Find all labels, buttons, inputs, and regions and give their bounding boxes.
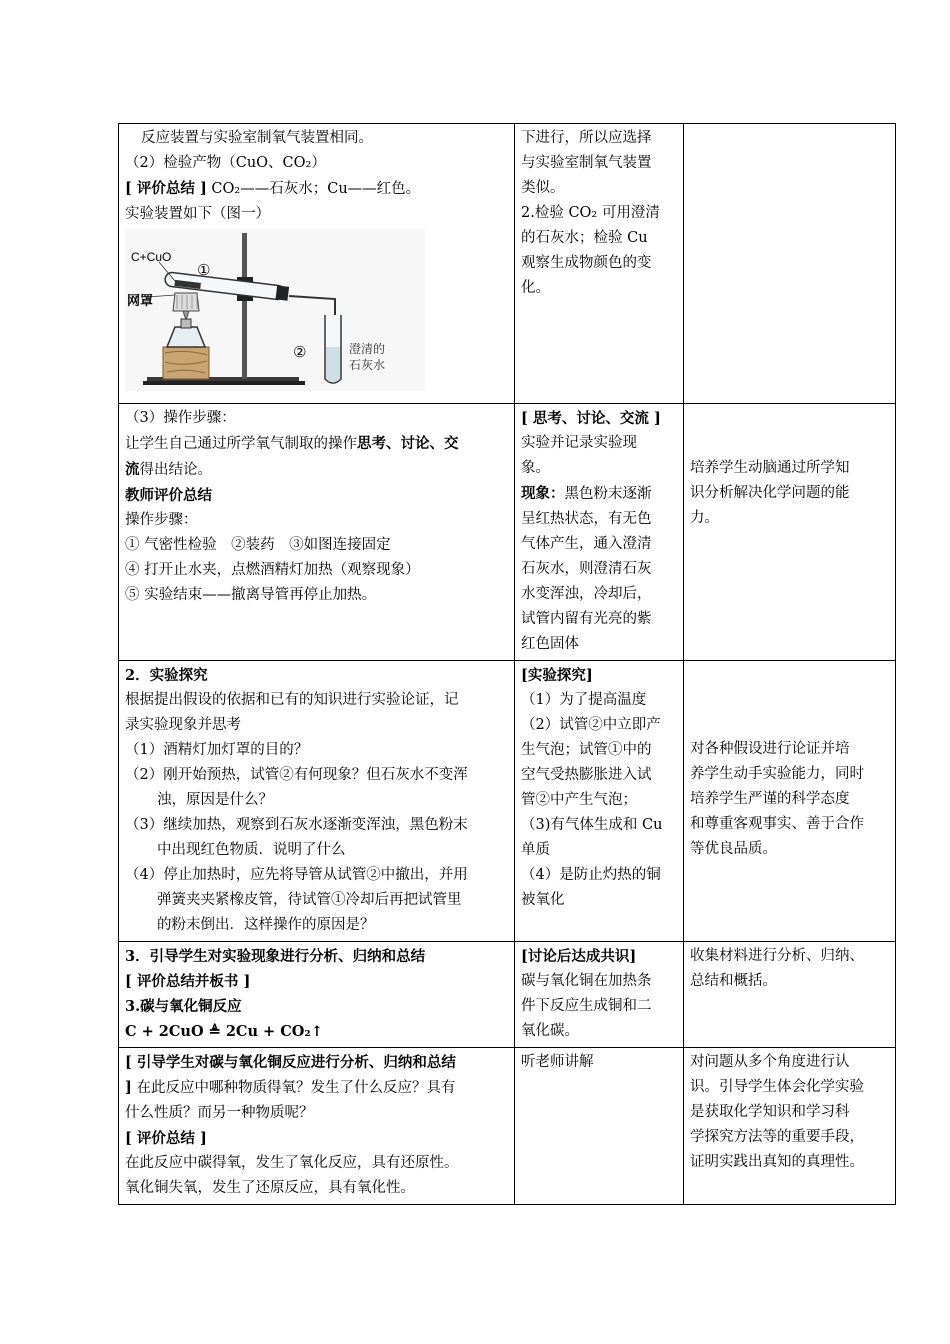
label-tube-1: ① [197,261,211,279]
text-line: （4）是防止灼热的铜 [521,867,661,883]
label-tube-2: ② [293,343,307,361]
table-row [119,124,896,404]
experiment-apparatus-diagram [125,229,425,391]
text-line [125,457,508,483]
teacher-activity-cell [119,942,515,1048]
lesson-plan-table [118,123,896,1205]
table-row [119,1048,896,1205]
text-line: 2.检验 CO₂ 可用澄清 [521,205,660,221]
text-line: 实验并记录实验现 [521,435,637,451]
text-line: 和尊重客观事实、善于合作 [690,816,864,832]
text-line: 根据提出假设的依据和已有的知识进行实验论证，记 [125,692,459,708]
section-heading: 2．实验探究 [125,667,208,684]
text-line [125,431,508,457]
stand-rod [242,233,247,379]
teacher-activity-cell [119,404,515,661]
teacher-activity-cell [119,124,515,404]
text-line: 被氧化 [521,892,565,908]
text-line: （1）酒精灯加灯罩的目的？ [125,742,309,758]
text-line: 识。引导学生体会化学实验 [690,1079,864,1095]
section-heading: [ 引导学生对碳与氧化铜反应进行分析、归纳和总结 [125,1054,456,1071]
text-line: （3）继续加热，观察到石灰水逐渐变浑浊，黑色粉末 [125,817,468,833]
teacher-activity-cell [119,661,515,942]
evaluation-tag: [ 评价总结 ] [125,1130,207,1147]
label-c-cuo: C+CuO [131,250,172,264]
text-line: 空气受热膨胀进入试 [521,767,652,783]
teacher-activity-cell [119,1048,515,1205]
text-line: 养学生动手实验能力，同时 [690,766,864,782]
evaluation-tag: [ 评价总结 ] [125,180,207,197]
text-line: 学探究方法等的重要手段， [690,1129,864,1145]
design-intent-cell [684,1048,896,1205]
text-line [125,1075,508,1101]
text-line: 操作步骤： [125,512,198,528]
text-line: 化。 [521,280,550,296]
text-line: 的粉末倒出．这样操作的原因是？ [157,917,375,933]
text-line: 中出现红色物质．说明了什么 [157,842,346,858]
text-fragment-bold: 现象： [521,485,565,502]
text-line: 实验装置如下（图一） [125,206,270,222]
text-line: （4）停止加热时，应先将导管从试管②中撤出，并用 [125,867,468,883]
table-row [119,942,896,1048]
chemical-equation: C + 2CuO ≜ 2Cu + CO₂↑ [125,1023,323,1040]
text-line: 的石灰水；检验 Cu [521,230,648,246]
text-line: 证明实践出真知的真理性。 [690,1154,864,1170]
text-line: 对各种假设进行论证并培 [690,741,850,757]
text-line: 下进行，所以应选择 [521,130,652,146]
text-line [521,481,677,507]
text-line: ⑤ 实验结束——撤离导管再停止加热。 [125,587,377,603]
section-heading: [ 思考、讨论、交流 ] [521,410,661,427]
text-line: 浊，原因是什么？ [157,792,273,808]
text-line [125,176,508,202]
table-row [119,404,896,661]
section-heading: [ 评价总结并板书 ] [125,973,251,990]
text-line: （2）刚开始预热，试管②有何现象？但石灰水不变浑 [125,767,468,783]
text-line: 力。 [690,510,719,526]
label-net: 网罩 [127,294,154,309]
design-intent-cell [684,124,896,404]
text-line: （2）试管②中立即产 [521,717,661,733]
section-heading: [讨论后达成共识] [521,948,637,965]
text-fragment-bold: 思考、讨论、交 [357,435,459,452]
limewater [326,347,340,383]
label-limewater-1: 澄清的 [349,342,386,356]
text-line: 类似。 [521,180,565,196]
text-line: 收集材料进行分析、归纳、 [690,948,864,964]
text-fragment: 让学生自己通过所学氧气制取的操作 [125,436,357,452]
text-fragment: CO₂——石灰水；Cu——红色。 [206,181,421,197]
section-heading: 3．引导学生对实验现象进行分析、归纳和总结 [125,948,426,965]
text-line: 呈红热状态，有无色 [521,511,652,527]
text-line: 红色固体 [521,636,579,652]
text-line: 试管内留有光亮的紫 [521,611,652,627]
text-line: ① 气密性检验 ②装药 ③如图连接固定 [125,537,391,553]
text-line: 氧化碳。 [521,1023,579,1039]
text-fragment: 黑色粉末逐渐 [564,486,652,502]
section-heading: 教师评价总结 [125,487,212,504]
text-line: ④ 打开止水夹，点燃酒精灯加热（观察现象） [125,562,420,578]
text-line: 石灰水，则澄清石灰 [521,561,652,577]
text-line: 听老师讲解 [521,1054,594,1070]
text-line: 观察生成物颜色的变 [521,255,652,271]
text-line: 在此反应中碳得氧，发生了氧化反应，具有还原性。 [125,1155,459,1171]
text-line: 总结和概括。 [690,973,777,989]
student-activity-cell [515,404,684,661]
text-line: 与实验室制氧气装置 [521,155,652,171]
stopper [276,285,290,300]
text-line: 培养学生严谨的科学态度 [690,791,850,807]
student-activity-cell [515,942,684,1048]
text-line: （3)有气体生成和 Cu [521,817,663,833]
text-line: 氧化铜失氧，发生了还原反应，具有氧化性。 [125,1180,415,1196]
text-line: 等优良品质。 [690,841,777,857]
text-line: 反应装置与实验室制氧气装置相同。 [141,130,373,146]
text-line: 培养学生动脑通过所学知 [690,460,850,476]
section-heading: [实验探究] [521,667,593,684]
student-activity-cell [515,1048,684,1205]
text-line: 单质 [521,842,550,858]
design-intent-cell [684,942,896,1048]
student-activity-cell [515,661,684,942]
label-limewater-2: 石灰水 [349,358,386,372]
text-line: 弹簧夹夹紧橡皮管，待试管①冷却后再把试管里 [157,892,462,908]
design-intent-cell [684,404,896,661]
text-line: 识分析解决化学问题的能 [690,485,850,501]
text-fragment: 在此反应中哪种物质得氧？发生了什么反应？具有 [131,1080,456,1096]
text-line: 是获取化学知识和学习科 [690,1104,850,1120]
text-line: 生气泡；试管①中的 [521,742,652,758]
text-line: 管②中产生气泡； [521,792,637,808]
student-activity-cell [515,124,684,404]
text-line: 录实验现象并思考 [125,717,241,733]
text-line: （1）为了提高温度 [521,692,647,708]
text-line: 水变浑浊，冷却后， [521,586,652,602]
text-line: 件下反应生成铜和二 [521,998,652,1014]
text-line: 碳与氧化铜在加热条 [521,973,652,989]
text-line: 气体产生，通入澄清 [521,536,652,552]
text-fragment-bold: ] [125,1079,132,1096]
table-row [119,661,896,942]
text-fragment-bold: 流 [125,461,140,478]
text-line: （2）检验产物（CuO、CO₂） [125,155,326,171]
text-line: 什么性质？而另一种物质呢？ [125,1105,314,1121]
text-line: 对问题从多个角度进行认 [690,1054,850,1070]
design-intent-cell [684,661,896,942]
text-line: 象。 [521,460,550,476]
section-heading: 3.碳与氧化铜反应 [125,998,242,1015]
text-line: （3）操作步骤： [125,410,236,426]
text-fragment: 得出结论。 [139,462,212,478]
